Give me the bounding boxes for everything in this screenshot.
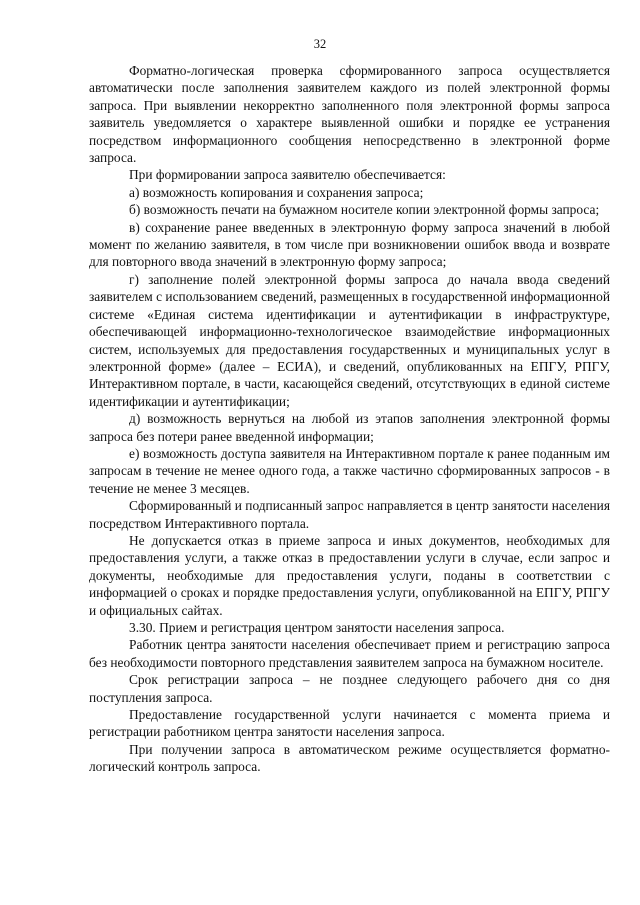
paragraph-service-start: Предоставление государственной услуги начинается с момента приема и регистрации работником центра занятости населения запроса. <box>89 707 610 740</box>
paragraph-registration-deadline: Срок регистрации запроса – не позднее следующего рабочего дня со дня поступления запроса. <box>89 672 610 705</box>
paragraph-request-provisions: При формировании запроса заявителю обеспечивается: <box>129 167 446 183</box>
paragraph-format-check: Форматно-логическая проверка сформированного запроса осуществляется автоматически после заполнения заявителем каждого из полей электронной формы запроса. При выявлении некорректно заполненного поля электронной формы запроса заявитель уведомляется о характере выявленной ошибки и порядке ее устранения посредством информационного сообщения непосредственно в электронной форме запроса. <box>89 63 610 166</box>
page-number: 32 <box>313 37 327 51</box>
list-item-e: е) возможность доступа заявителя на Интерактивном портале к ранее поданным им запросам в течение не менее одного года, а также частично сформированных запросов - в течение не менее 3 месяцев. <box>89 445 610 496</box>
list-item-d: д) возможность вернуться на любой из этапов заполнения электронной формы запроса без потери ранее введенной информации; <box>89 411 610 444</box>
paragraph-no-refusal: Не допускается отказ в приеме запроса и иных документов, необходимых для предоставления услуги, а также отказ в предоставлении услуги в случае, если запрос и документы, необходимые для предоставления услуги, поданы в соответствии с информацией о сроках и порядке предоставления услуги, опубликованной на ЕПГУ, РПГУ и официальных сайтах. <box>89 532 610 618</box>
paragraph-registration: Работник центра занятости населения обеспечивает прием и регистрацию запроса без необходимости повторного представления заявителем запроса на бумажном носителе. <box>89 637 610 670</box>
list-item-a: а) возможность копирования и сохранения запроса; <box>129 184 424 200</box>
document-body <box>89 62 610 776</box>
list-item-b: б) возможность печати на бумажном носителе копии электронной формы запроса; <box>129 202 600 218</box>
paragraph-automatic-control: При получении запроса в автоматическом режиме осуществляется форматно-логический контроль запроса. <box>89 741 610 775</box>
list-item-g: г) заполнение полей электронной формы запроса до начала ввода сведений заявителем с использованием сведений, размещенных в государственной информационной системе «Единая система идентификации и аутентификации в инфраструктуре, обеспечивающей информационно-технологическое взаимодействие информационных систем, используемых для предоставления государственных и муниципальных услуг в электронной форме» (далее – ЕСИА), и сведений, опубликованных на ЕПГУ, РПГУ, Интерактивном портале, в части, касающейся сведений, отсутствующих в единой системе идентификации и аутентификации; <box>89 271 610 409</box>
section-heading-3-30: 3.30. Прием и регистрация центром занятости населения запроса. <box>129 620 505 635</box>
paragraph-request-sent: Сформированный и подписанный запрос направляется в центр занятости населения посредством Интерактивного портала. <box>89 498 611 531</box>
list-item-v: в) сохранение ранее введенных в электронную форму запроса значений в любой момент по желанию заявителя, в том числе при возникновении ошибок ввода и возврате для повторного ввода значений в электронную форму запроса; <box>89 219 610 270</box>
